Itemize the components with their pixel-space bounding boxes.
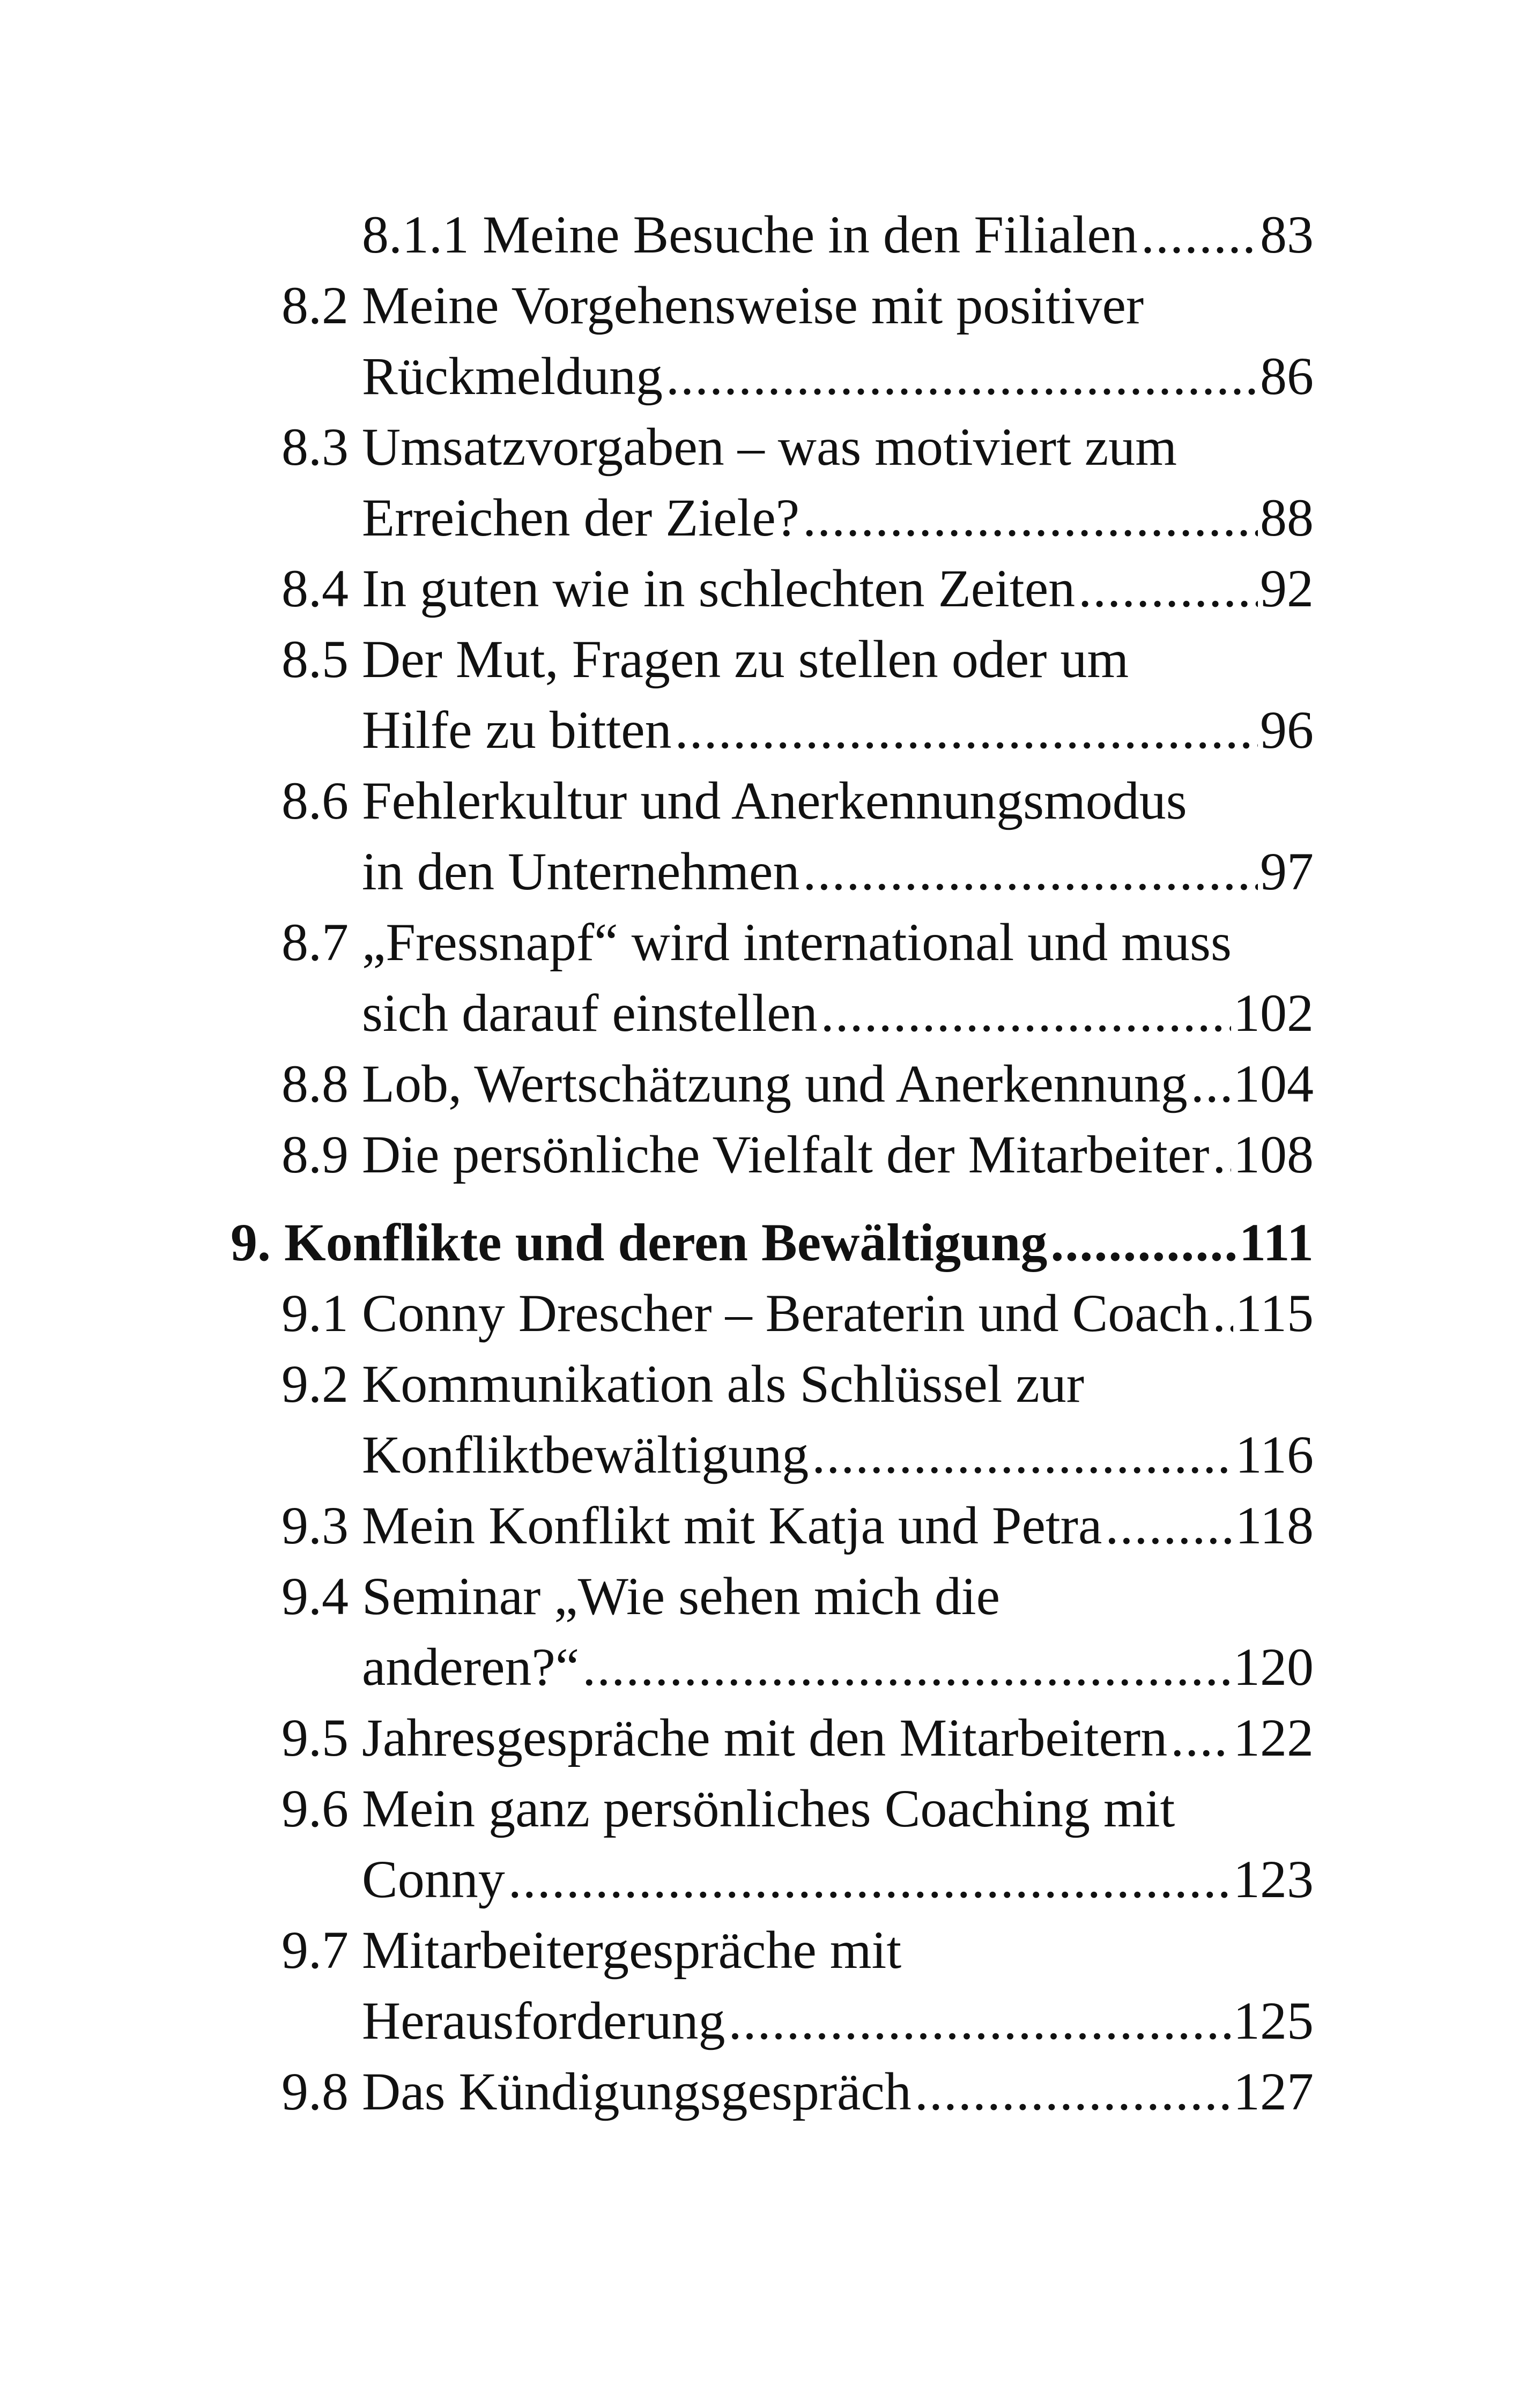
toc-page-number: 86 — [1260, 346, 1314, 406]
toc-page-number: 96 — [1260, 700, 1314, 760]
toc-entry-title: 9.8 Das Kündigungsgespräch — [281, 2062, 912, 2121]
toc-page-number: 122 — [1233, 1708, 1314, 1767]
toc-entry-title: 8.6 Fehlerkultur und Anerkennungsmodus — [281, 771, 1187, 830]
toc-entry-8-5-line2[interactable] — [362, 695, 1314, 765]
toc-page-number: 88 — [1260, 488, 1314, 547]
toc-entry-title-continued: anderen?“ — [362, 1637, 580, 1697]
toc-entry-title-continued: Conny — [362, 1849, 505, 1909]
toc-page-number: 104 — [1233, 1054, 1314, 1113]
toc-entry-8-7-line2[interactable] — [362, 978, 1314, 1049]
toc-leader-dots — [1191, 1049, 1231, 1119]
toc-page-number: 116 — [1235, 1425, 1314, 1484]
toc-entry-9-7-line2[interactable] — [362, 1986, 1314, 2056]
toc-entry-8-1-1[interactable] — [362, 199, 1314, 270]
toc-page-number: 123 — [1233, 1849, 1314, 1909]
toc-entry-title: 8.8 Lob, Wertschätzung und Anerkennung — [281, 1054, 1188, 1113]
toc-entry-9-8[interactable] — [281, 2056, 1314, 2127]
toc-entry-title-continued: in den Unternehmen — [362, 842, 800, 901]
toc-entry-8-4[interactable] — [281, 553, 1314, 624]
toc-entry-8-9[interactable] — [281, 1119, 1314, 1190]
toc-entry-title: 9.6 Mein ganz persönliches Coaching mit — [281, 1779, 1175, 1838]
toc-entry-8-6-line2[interactable] — [362, 836, 1314, 907]
toc-entry-8-8[interactable] — [281, 1049, 1314, 1119]
toc-entry-title-continued: Hilfe zu bitten — [362, 700, 672, 760]
toc-entry-9-2-line1[interactable] — [281, 1349, 1314, 1419]
toc-entry-title: 9.3 Mein Konflikt mit Katja und Petra — [281, 1496, 1102, 1555]
toc-leader-dots — [666, 341, 1258, 412]
toc-leader-dots — [729, 1986, 1232, 2056]
toc-page-number: 92 — [1260, 559, 1314, 618]
toc-leader-dots — [675, 695, 1258, 765]
toc-page-number: 102 — [1233, 983, 1314, 1043]
toc-entry-title: 8.9 Die persönliche Vielfalt der Mitarbeiter — [281, 1125, 1210, 1184]
toc-entry-9-7-line1[interactable] — [281, 1915, 1314, 1986]
toc-entry-title-continued: Herausforderung — [362, 1991, 725, 2050]
toc-chapter-title: 9. Konflikte und deren Bewältigung — [231, 1213, 1048, 1272]
toc-entry-title: 8.5 Der Mut, Fragen zu stellen oder um — [281, 629, 1129, 689]
toc-leader-dots — [1105, 1490, 1233, 1561]
toc-entry-9-6-line1[interactable] — [281, 1773, 1314, 1844]
toc-page-number: 111 — [1239, 1213, 1314, 1272]
toc-entry-8-6-line1[interactable] — [281, 765, 1314, 836]
toc-entry-9-4-line1[interactable] — [281, 1561, 1314, 1632]
toc-page-number: 108 — [1233, 1125, 1314, 1184]
toc-leader-dots — [1078, 553, 1258, 624]
toc-entry-title: 9.1 Conny Drescher – Beraterin und Coach — [281, 1283, 1210, 1343]
toc-page-number: 127 — [1233, 2062, 1314, 2121]
toc-entry-title-continued: Erreichen der Ziele? — [362, 488, 800, 547]
toc-entry-8-2-line1[interactable] — [281, 270, 1314, 341]
toc-page-number: 97 — [1260, 842, 1314, 901]
toc-chapter-9[interactable] — [231, 1207, 1314, 1278]
toc-entry-8-3-line2[interactable] — [362, 482, 1314, 553]
toc-leader-dots — [812, 1419, 1233, 1490]
toc-leader-dots — [1170, 1703, 1231, 1773]
toc-entry-8-7-line1[interactable] — [281, 907, 1314, 978]
toc-leader-dots — [508, 1844, 1231, 1915]
toc-entry-8-5-line1[interactable] — [281, 624, 1314, 695]
table-of-contents — [231, 199, 1314, 2127]
toc-entry-title: 9.7 Mitarbeitergespräche mit — [281, 1920, 902, 1980]
toc-page-number: 125 — [1233, 1991, 1314, 2050]
toc-page-number: 120 — [1233, 1637, 1314, 1697]
toc-page-number: 115 — [1235, 1283, 1314, 1343]
toc-leader-dots — [803, 482, 1258, 553]
toc-entry-title-continued: sich darauf einstellen — [362, 983, 818, 1043]
toc-entry-title: 8.3 Umsatzvorgaben – was motiviert zum — [281, 417, 1177, 477]
toc-page-number: 118 — [1235, 1496, 1314, 1555]
toc-page-number: 83 — [1260, 205, 1314, 264]
toc-leader-dots — [821, 978, 1231, 1049]
toc-leader-dots — [582, 1632, 1231, 1703]
toc-entry-title: 8.4 In guten wie in schlechten Zeiten — [281, 559, 1076, 618]
toc-entry-title: 9.2 Kommunikation als Schlüssel zur — [281, 1354, 1085, 1414]
toc-leader-dots — [1050, 1207, 1237, 1278]
toc-entry-8-3-line1[interactable] — [281, 412, 1314, 482]
toc-leader-dots — [1212, 1119, 1231, 1190]
toc-entry-9-6-line2[interactable] — [362, 1844, 1314, 1915]
toc-entry-title-continued: Konfliktbewältigung — [362, 1425, 809, 1484]
toc-entry-9-1[interactable] — [281, 1278, 1314, 1349]
toc-entry-title: 8.7 „Fressnapf“ wird international und muss — [281, 912, 1232, 972]
toc-entry-9-5[interactable] — [281, 1703, 1314, 1773]
toc-leader-dots — [915, 2056, 1231, 2127]
toc-entry-title: 9.5 Jahresgespräche mit den Mitarbeitern — [281, 1708, 1168, 1767]
toc-entry-title-continued: Rückmeldung — [362, 346, 663, 406]
section-spacer — [231, 1190, 1314, 1207]
toc-leader-dots — [1141, 199, 1258, 270]
toc-entry-9-2-line2[interactable] — [362, 1419, 1314, 1490]
toc-entry-9-3[interactable] — [281, 1490, 1314, 1561]
toc-entry-9-4-line2[interactable] — [362, 1632, 1314, 1703]
toc-entry-title: 8.1.1 Meine Besuche in den Filialen — [362, 205, 1138, 264]
toc-entry-title: 8.2 Meine Vorgehensweise mit positiver — [281, 276, 1144, 335]
toc-leader-dots — [1212, 1278, 1233, 1349]
toc-entry-title: 9.4 Seminar „Wie sehen mich die — [281, 1566, 1000, 1626]
toc-leader-dots — [803, 836, 1258, 907]
toc-entry-8-2-line2[interactable] — [362, 341, 1314, 412]
